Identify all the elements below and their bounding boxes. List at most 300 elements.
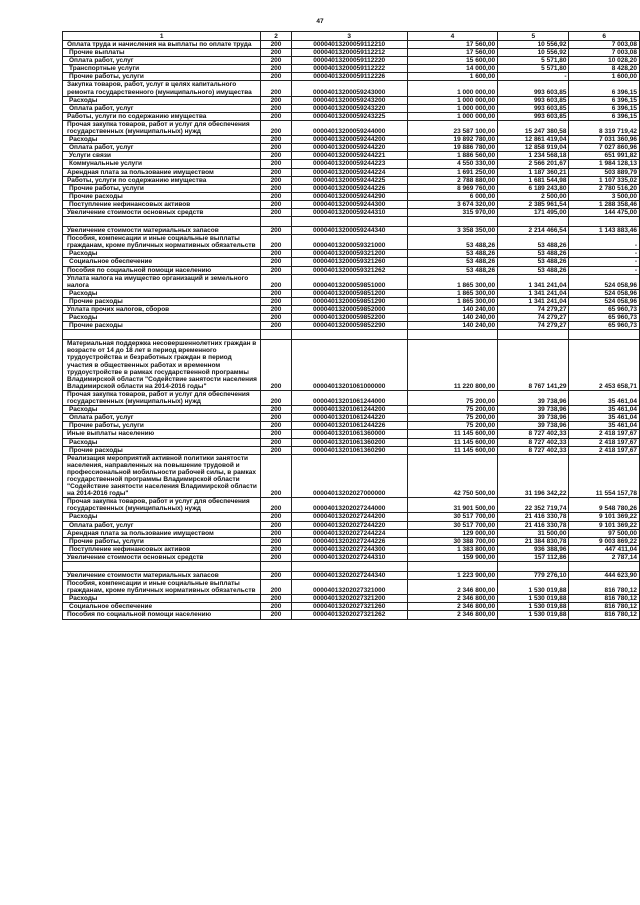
- row-plan-cell: 1 886 560,00: [407, 152, 497, 160]
- row-name-cell: Прочие выплаты: [63, 49, 261, 57]
- row-code-cell: 00004013200059112226: [291, 73, 407, 81]
- table-row: [63, 192, 640, 200]
- row-name-cell: Оплата работ, услуг: [63, 57, 261, 65]
- row-rest-cell: 8 319 719,42: [569, 120, 640, 135]
- row-exec-cell: 2 566 201,67: [498, 160, 569, 168]
- row-code-cell: [291, 217, 407, 227]
- row-name-cell: Пособия по социальной помощи населению: [63, 266, 261, 274]
- table-row: [63, 258, 640, 266]
- row-code-cell: 00004013200059244340: [291, 227, 407, 235]
- row-rest-cell: 10 028,20: [569, 57, 640, 65]
- row-kvr-cell: 200: [261, 73, 291, 81]
- row-rest-cell: 11 554 157,78: [569, 454, 640, 498]
- row-rest-cell: 447 411,04: [569, 545, 640, 553]
- table-row: [63, 521, 640, 529]
- row-kvr-cell: 200: [261, 446, 291, 454]
- row-exec-cell: 1 530 019,88: [498, 611, 569, 619]
- row-plan-cell: 42 750 500,00: [407, 454, 497, 498]
- row-rest-cell: 9 548 780,26: [569, 498, 640, 513]
- table-body: [63, 41, 640, 620]
- row-rest-cell: 1 107 335,02: [569, 176, 640, 184]
- row-plan-cell: 30 517 700,00: [407, 521, 497, 529]
- table-row: [63, 200, 640, 208]
- row-code-cell: 00004013200059244310: [291, 208, 407, 216]
- row-kvr-cell: 200: [261, 422, 291, 430]
- row-plan-cell: 140 240,00: [407, 306, 497, 314]
- row-kvr-cell: 200: [261, 65, 291, 73]
- row-kvr-cell: [261, 217, 291, 227]
- row-code-cell: 00004013202027244340: [291, 572, 407, 580]
- table-row: [63, 136, 640, 144]
- row-name-cell: Материальная поддержка несовершеннолетних граждан в возрасте от 14 до 18 лет в период временного трудоустройства и безработных граждан в период участия в общественных работах и временном трудоустройстве в рамках государственной программы Владимирской области "Содействие занятости населения Владимирской области на 2014-2016 годы": [63, 340, 261, 391]
- row-plan-cell: 1 865 300,00: [407, 274, 497, 289]
- row-kvr-cell: 200: [261, 406, 291, 414]
- row-kvr-cell: 200: [261, 250, 291, 258]
- row-kvr-cell: 200: [261, 297, 291, 305]
- table-row: [63, 414, 640, 422]
- row-name-cell: Прочие работы, услуги: [63, 537, 261, 545]
- row-kvr-cell: 200: [261, 57, 291, 65]
- row-code-cell: 00004013202027244300: [291, 545, 407, 553]
- row-rest-cell: 9 101 369,22: [569, 521, 640, 529]
- row-plan-cell: 11 145 600,00: [407, 446, 497, 454]
- row-rest-cell: 65 960,73: [569, 306, 640, 314]
- row-rest-cell: 3 500,00: [569, 192, 640, 200]
- row-kvr-cell: 200: [261, 41, 291, 49]
- table-row: [63, 454, 640, 498]
- table-row: [63, 513, 640, 521]
- row-code-cell: 00004013201061244226: [291, 422, 407, 430]
- row-rest-cell: 2 453 658,71: [569, 340, 640, 391]
- row-plan-cell: 1 000 000,00: [407, 81, 497, 96]
- row-exec-cell: 1 341 241,04: [498, 289, 569, 297]
- row-name-cell: Прочие расходы: [63, 192, 261, 200]
- row-exec-cell: 74 279,27: [498, 314, 569, 322]
- row-name-cell: Социальное обеспечение: [63, 258, 261, 266]
- row-rest-cell: 97 500,00: [569, 529, 640, 537]
- row-kvr-cell: 200: [261, 454, 291, 498]
- row-code-cell: 00004013202027321200: [291, 595, 407, 603]
- row-code-cell: 00004013202027244000: [291, 498, 407, 513]
- table-row: [63, 306, 640, 314]
- table-row: [63, 314, 640, 322]
- row-kvr-cell: 200: [261, 184, 291, 192]
- row-rest-cell: 2 780 516,20: [569, 184, 640, 192]
- table-row: [63, 406, 640, 414]
- row-plan-cell: 1 865 300,00: [407, 297, 497, 305]
- row-rest-cell: [569, 217, 640, 227]
- table-row: [63, 289, 640, 297]
- table-row: [63, 330, 640, 340]
- row-exec-cell: 936 388,96: [498, 545, 569, 553]
- row-name-cell: Увеличение стоимости основных средств: [63, 553, 261, 561]
- row-kvr-cell: 200: [261, 160, 291, 168]
- row-code-cell: 00004013200059244200: [291, 136, 407, 144]
- row-code-cell: 00004013200059244000: [291, 120, 407, 135]
- row-plan-cell: 1 600,00: [407, 73, 497, 81]
- row-code-cell: 00004013200059243220: [291, 104, 407, 112]
- row-code-cell: 00004013200059852200: [291, 314, 407, 322]
- row-kvr-cell: 200: [261, 537, 291, 545]
- row-rest-cell: 7 027 860,96: [569, 144, 640, 152]
- row-rest-cell: -: [569, 250, 640, 258]
- row-exec-cell: 8 727 402,33: [498, 438, 569, 446]
- row-name-cell: Прочие расходы: [63, 297, 261, 305]
- row-name-cell: [63, 330, 261, 340]
- row-code-cell: 00004013200059321260: [291, 258, 407, 266]
- table-row: [63, 41, 640, 49]
- row-name-cell: Расходы: [63, 96, 261, 104]
- row-kvr-cell: 200: [261, 322, 291, 330]
- row-rest-cell: 35 461,04: [569, 390, 640, 405]
- row-exec-cell: 2 214 466,54: [498, 227, 569, 235]
- table-row: [63, 545, 640, 553]
- row-rest-cell: 1 600,00: [569, 73, 640, 81]
- table-row: [63, 422, 640, 430]
- row-code-cell: 00004013202027244200: [291, 513, 407, 521]
- row-kvr-cell: 200: [261, 289, 291, 297]
- row-plan-cell: 53 488,26: [407, 258, 497, 266]
- row-rest-cell: [569, 330, 640, 340]
- row-name-cell: Прочие расходы: [63, 446, 261, 454]
- row-kvr-cell: 200: [261, 314, 291, 322]
- row-exec-cell: 31 196 342,22: [498, 454, 569, 498]
- table-row: [63, 438, 640, 446]
- row-kvr-cell: 200: [261, 200, 291, 208]
- row-name-cell: Расходы: [63, 406, 261, 414]
- row-rest-cell: -: [569, 235, 640, 250]
- row-exec-cell: 1 187 360,21: [498, 168, 569, 176]
- row-plan-cell: 2 346 800,00: [407, 595, 497, 603]
- row-plan-cell: 17 560,00: [407, 49, 497, 57]
- row-kvr-cell: 200: [261, 96, 291, 104]
- row-name-cell: Пособия по социальной помощи населению: [63, 611, 261, 619]
- row-rest-cell: 816 780,12: [569, 595, 640, 603]
- row-plan-cell: [407, 330, 497, 340]
- row-kvr-cell: 200: [261, 258, 291, 266]
- row-kvr-cell: 200: [261, 340, 291, 391]
- row-plan-cell: 1 691 250,00: [407, 168, 497, 176]
- row-rest-cell: 524 058,96: [569, 297, 640, 305]
- row-exec-cell: 8 767 141,29: [498, 340, 569, 391]
- row-exec-cell: 993 603,85: [498, 96, 569, 104]
- row-name-cell: Прочая закупка товаров, работ и услуг для обеспечения государственных (муниципальных) нужд: [63, 390, 261, 405]
- row-rest-cell: 6 396,15: [569, 112, 640, 120]
- table-row: [63, 235, 640, 250]
- row-rest-cell: 524 058,96: [569, 274, 640, 289]
- row-rest-cell: 2 418 197,67: [569, 446, 640, 454]
- table-row: [63, 537, 640, 545]
- row-kvr-cell: 200: [261, 414, 291, 422]
- row-plan-cell: 75 200,00: [407, 414, 497, 422]
- budget-execution-table: [62, 31, 640, 620]
- row-plan-cell: 140 240,00: [407, 322, 497, 330]
- table-row: [63, 144, 640, 152]
- row-code-cell: 00004013201061244200: [291, 406, 407, 414]
- row-plan-cell: 15 600,00: [407, 57, 497, 65]
- row-name-cell: Услуги связи: [63, 152, 261, 160]
- row-kvr-cell: 200: [261, 611, 291, 619]
- row-exec-cell: 6 189 243,80: [498, 184, 569, 192]
- row-kvr-cell: 200: [261, 545, 291, 553]
- row-name-cell: Оплата работ, услуг: [63, 104, 261, 112]
- row-kvr-cell: 200: [261, 513, 291, 521]
- row-exec-cell: [498, 217, 569, 227]
- row-name-cell: Прочие расходы: [63, 322, 261, 330]
- row-rest-cell: 9 101 369,22: [569, 513, 640, 521]
- row-rest-cell: 6 396,15: [569, 81, 640, 96]
- row-plan-cell: 19 892 780,00: [407, 136, 497, 144]
- row-rest-cell: 65 960,73: [569, 322, 640, 330]
- row-plan-cell: [407, 562, 497, 572]
- row-exec-cell: 21 416 330,78: [498, 521, 569, 529]
- row-kvr-cell: 200: [261, 390, 291, 405]
- table-row: [63, 430, 640, 438]
- row-plan-cell: 4 550 330,00: [407, 160, 497, 168]
- row-rest-cell: 9 003 869,22: [569, 537, 640, 545]
- table-row: [63, 227, 640, 235]
- row-kvr-cell: 200: [261, 49, 291, 57]
- row-code-cell: [291, 562, 407, 572]
- row-exec-cell: [498, 562, 569, 572]
- row-plan-cell: 23 587 100,00: [407, 120, 497, 135]
- row-plan-cell: [407, 217, 497, 227]
- table-row: [63, 498, 640, 513]
- row-plan-cell: 3 674 320,00: [407, 200, 497, 208]
- table-row: [63, 57, 640, 65]
- row-exec-cell: 21 416 330,78: [498, 513, 569, 521]
- table-row: [63, 73, 640, 81]
- row-plan-cell: 11 145 600,00: [407, 438, 497, 446]
- row-rest-cell: 144 475,00: [569, 208, 640, 216]
- row-code-cell: 00004013202027244310: [291, 553, 407, 561]
- row-plan-cell: 75 200,00: [407, 406, 497, 414]
- row-exec-cell: 21 384 830,78: [498, 537, 569, 545]
- row-plan-cell: 53 488,26: [407, 250, 497, 258]
- row-exec-cell: 39 738,96: [498, 406, 569, 414]
- table-row: [63, 553, 640, 561]
- row-code-cell: 00004013201061244220: [291, 414, 407, 422]
- row-exec-cell: 39 738,96: [498, 414, 569, 422]
- row-plan-cell: 75 200,00: [407, 422, 497, 430]
- row-kvr-cell: 200: [261, 112, 291, 120]
- row-kvr-cell: 200: [261, 81, 291, 96]
- row-kvr-cell: 200: [261, 168, 291, 176]
- row-code-cell: 00004013202027321260: [291, 603, 407, 611]
- row-rest-cell: 444 623,90: [569, 572, 640, 580]
- table-row: [63, 297, 640, 305]
- row-code-cell: 00004013202027244220: [291, 521, 407, 529]
- row-rest-cell: 7 003,08: [569, 49, 640, 57]
- row-name-cell: Прочая закупка товаров, работ и услуг для обеспечения государственных (муниципальных) нужд: [63, 120, 261, 135]
- row-code-cell: 00004013201061244000: [291, 390, 407, 405]
- row-exec-cell: 1 681 544,98: [498, 176, 569, 184]
- row-code-cell: 00004013200059321000: [291, 235, 407, 250]
- row-kvr-cell: 200: [261, 595, 291, 603]
- row-kvr-cell: 200: [261, 104, 291, 112]
- row-code-cell: 00004013200059244223: [291, 160, 407, 168]
- row-kvr-cell: 200: [261, 580, 291, 595]
- row-plan-cell: 1 000 000,00: [407, 112, 497, 120]
- row-code-cell: 00004013200059244300: [291, 200, 407, 208]
- row-kvr-cell: 200: [261, 274, 291, 289]
- row-code-cell: 00004013202027000000: [291, 454, 407, 498]
- row-rest-cell: -: [569, 258, 640, 266]
- row-exec-cell: 74 279,27: [498, 322, 569, 330]
- row-exec-cell: 157 112,86: [498, 553, 569, 561]
- row-exec-cell: 993 603,85: [498, 104, 569, 112]
- row-exec-cell: 779 276,10: [498, 572, 569, 580]
- table-row: [63, 595, 640, 603]
- row-kvr-cell: 200: [261, 521, 291, 529]
- row-plan-cell: 11 145 600,00: [407, 430, 497, 438]
- row-code-cell: 00004013200059244290: [291, 192, 407, 200]
- row-name-cell: Увеличение стоимости материальных запасов: [63, 227, 261, 235]
- row-exec-cell: 10 556,92: [498, 41, 569, 49]
- row-name-cell: Уплата прочих налогов, сборов: [63, 306, 261, 314]
- row-rest-cell: 35 461,04: [569, 414, 640, 422]
- row-name-cell: Увеличение стоимости материальных запасов: [63, 572, 261, 580]
- row-code-cell: 00004013202027244224: [291, 529, 407, 537]
- row-code-cell: 00004013200059244224: [291, 168, 407, 176]
- row-name-cell: Оплата работ, услуг: [63, 414, 261, 422]
- table-row: [63, 274, 640, 289]
- column-number-row: [63, 32, 640, 41]
- row-exec-cell: 993 603,85: [498, 81, 569, 96]
- row-name-cell: Расходы: [63, 595, 261, 603]
- row-rest-cell: 816 780,12: [569, 611, 640, 619]
- row-kvr-cell: 200: [261, 208, 291, 216]
- row-code-cell: 00004013200059112220: [291, 57, 407, 65]
- row-code-cell: 00004013200059852290: [291, 322, 407, 330]
- row-kvr-cell: [261, 330, 291, 340]
- row-name-cell: [63, 217, 261, 227]
- row-plan-cell: 30 517 700,00: [407, 513, 497, 521]
- row-exec-cell: 1 341 241,04: [498, 274, 569, 289]
- row-plan-cell: 3 358 350,00: [407, 227, 497, 235]
- row-plan-cell: 2 346 800,00: [407, 580, 497, 595]
- row-code-cell: 00004013202027321262: [291, 611, 407, 619]
- row-kvr-cell: 200: [261, 553, 291, 561]
- row-plan-cell: 75 200,00: [407, 390, 497, 405]
- table-row: [63, 611, 640, 619]
- table-row: [63, 120, 640, 135]
- row-rest-cell: 816 780,12: [569, 580, 640, 595]
- row-kvr-cell: 200: [261, 572, 291, 580]
- row-name-cell: Расходы: [63, 250, 261, 258]
- row-code-cell: 00004013201061360000: [291, 430, 407, 438]
- row-exec-cell: 5 571,80: [498, 57, 569, 65]
- row-name-cell: Пособия, компенсации и иные социальные выплаты гражданам, кроме публичных нормативных обязательств: [63, 235, 261, 250]
- table-row: [63, 176, 640, 184]
- row-name-cell: Прочие работы, услуги: [63, 73, 261, 81]
- row-code-cell: 00004013200059321262: [291, 266, 407, 274]
- row-exec-cell: 993 603,85: [498, 112, 569, 120]
- row-rest-cell: 503 889,79: [569, 168, 640, 176]
- row-exec-cell: 1 530 019,88: [498, 603, 569, 611]
- row-rest-cell: 8 428,20: [569, 65, 640, 73]
- row-code-cell: 00004013201061360290: [291, 446, 407, 454]
- page-number: 47: [316, 18, 324, 25]
- row-kvr-cell: [261, 562, 291, 572]
- table-row: [63, 49, 640, 57]
- row-kvr-cell: 200: [261, 498, 291, 513]
- row-name-cell: Расходы: [63, 438, 261, 446]
- row-kvr-cell: 200: [261, 152, 291, 160]
- row-rest-cell: 2 418 197,67: [569, 438, 640, 446]
- row-rest-cell: 816 780,12: [569, 603, 640, 611]
- row-code-cell: 00004013200059321200: [291, 250, 407, 258]
- row-plan-cell: 2 788 880,00: [407, 176, 497, 184]
- row-rest-cell: 1 143 883,46: [569, 227, 640, 235]
- row-rest-cell: 6 396,15: [569, 104, 640, 112]
- table-row: [63, 390, 640, 405]
- row-plan-cell: 31 901 500,00: [407, 498, 497, 513]
- row-exec-cell: 171 495,00: [498, 208, 569, 216]
- row-code-cell: 00004013200059851290: [291, 297, 407, 305]
- row-name-cell: Расходы: [63, 136, 261, 144]
- row-name-cell: Расходы: [63, 513, 261, 521]
- row-name-cell: Поступление нефинансовых активов: [63, 545, 261, 553]
- row-plan-cell: 140 240,00: [407, 314, 497, 322]
- table-row: [63, 208, 640, 216]
- row-plan-cell: 1 000 000,00: [407, 104, 497, 112]
- row-name-cell: Поступление нефинансовых активов: [63, 200, 261, 208]
- table-row: [63, 184, 640, 192]
- row-exec-cell: 74 279,27: [498, 306, 569, 314]
- row-name-cell: Расходы: [63, 289, 261, 297]
- row-code-cell: 00004013200059243000: [291, 81, 407, 96]
- row-exec-cell: 12 858 919,04: [498, 144, 569, 152]
- row-rest-cell: 65 960,73: [569, 314, 640, 322]
- table-row: [63, 104, 640, 112]
- row-exec-cell: 39 738,96: [498, 390, 569, 405]
- row-plan-cell: 2 346 800,00: [407, 603, 497, 611]
- row-name-cell: Социальное обеспечение: [63, 603, 261, 611]
- row-exec-cell: -: [498, 73, 569, 81]
- row-plan-cell: 159 900,00: [407, 553, 497, 561]
- row-code-cell: 00004013200059244225: [291, 176, 407, 184]
- row-plan-cell: 14 000,00: [407, 65, 497, 73]
- column-number: 2: [261, 32, 291, 41]
- table-row: [63, 446, 640, 454]
- row-plan-cell: 17 560,00: [407, 41, 497, 49]
- table-row: [63, 529, 640, 537]
- row-exec-cell: 39 738,96: [498, 422, 569, 430]
- row-exec-cell: [498, 330, 569, 340]
- row-plan-cell: 315 970,00: [407, 208, 497, 216]
- column-number: 6: [569, 32, 640, 41]
- row-plan-cell: 1 383 800,00: [407, 545, 497, 553]
- row-rest-cell: 2 787,14: [569, 553, 640, 561]
- row-plan-cell: 1 223 900,00: [407, 572, 497, 580]
- row-exec-cell: 53 488,26: [498, 266, 569, 274]
- table-row: [63, 96, 640, 104]
- row-exec-cell: 1 341 241,04: [498, 297, 569, 305]
- row-rest-cell: 1 288 358,46: [569, 200, 640, 208]
- row-exec-cell: 2 500,00: [498, 192, 569, 200]
- row-exec-cell: 53 488,26: [498, 258, 569, 266]
- table-row: [63, 152, 640, 160]
- row-exec-cell: 53 488,26: [498, 235, 569, 250]
- row-plan-cell: 129 000,00: [407, 529, 497, 537]
- row-rest-cell: 651 991,82: [569, 152, 640, 160]
- row-name-cell: Арендная плата за пользование имуществом: [63, 529, 261, 537]
- row-kvr-cell: 200: [261, 306, 291, 314]
- row-code-cell: 00004013200059851200: [291, 289, 407, 297]
- row-exec-cell: 15 247 380,58: [498, 120, 569, 135]
- row-code-cell: 00004013200059112222: [291, 65, 407, 73]
